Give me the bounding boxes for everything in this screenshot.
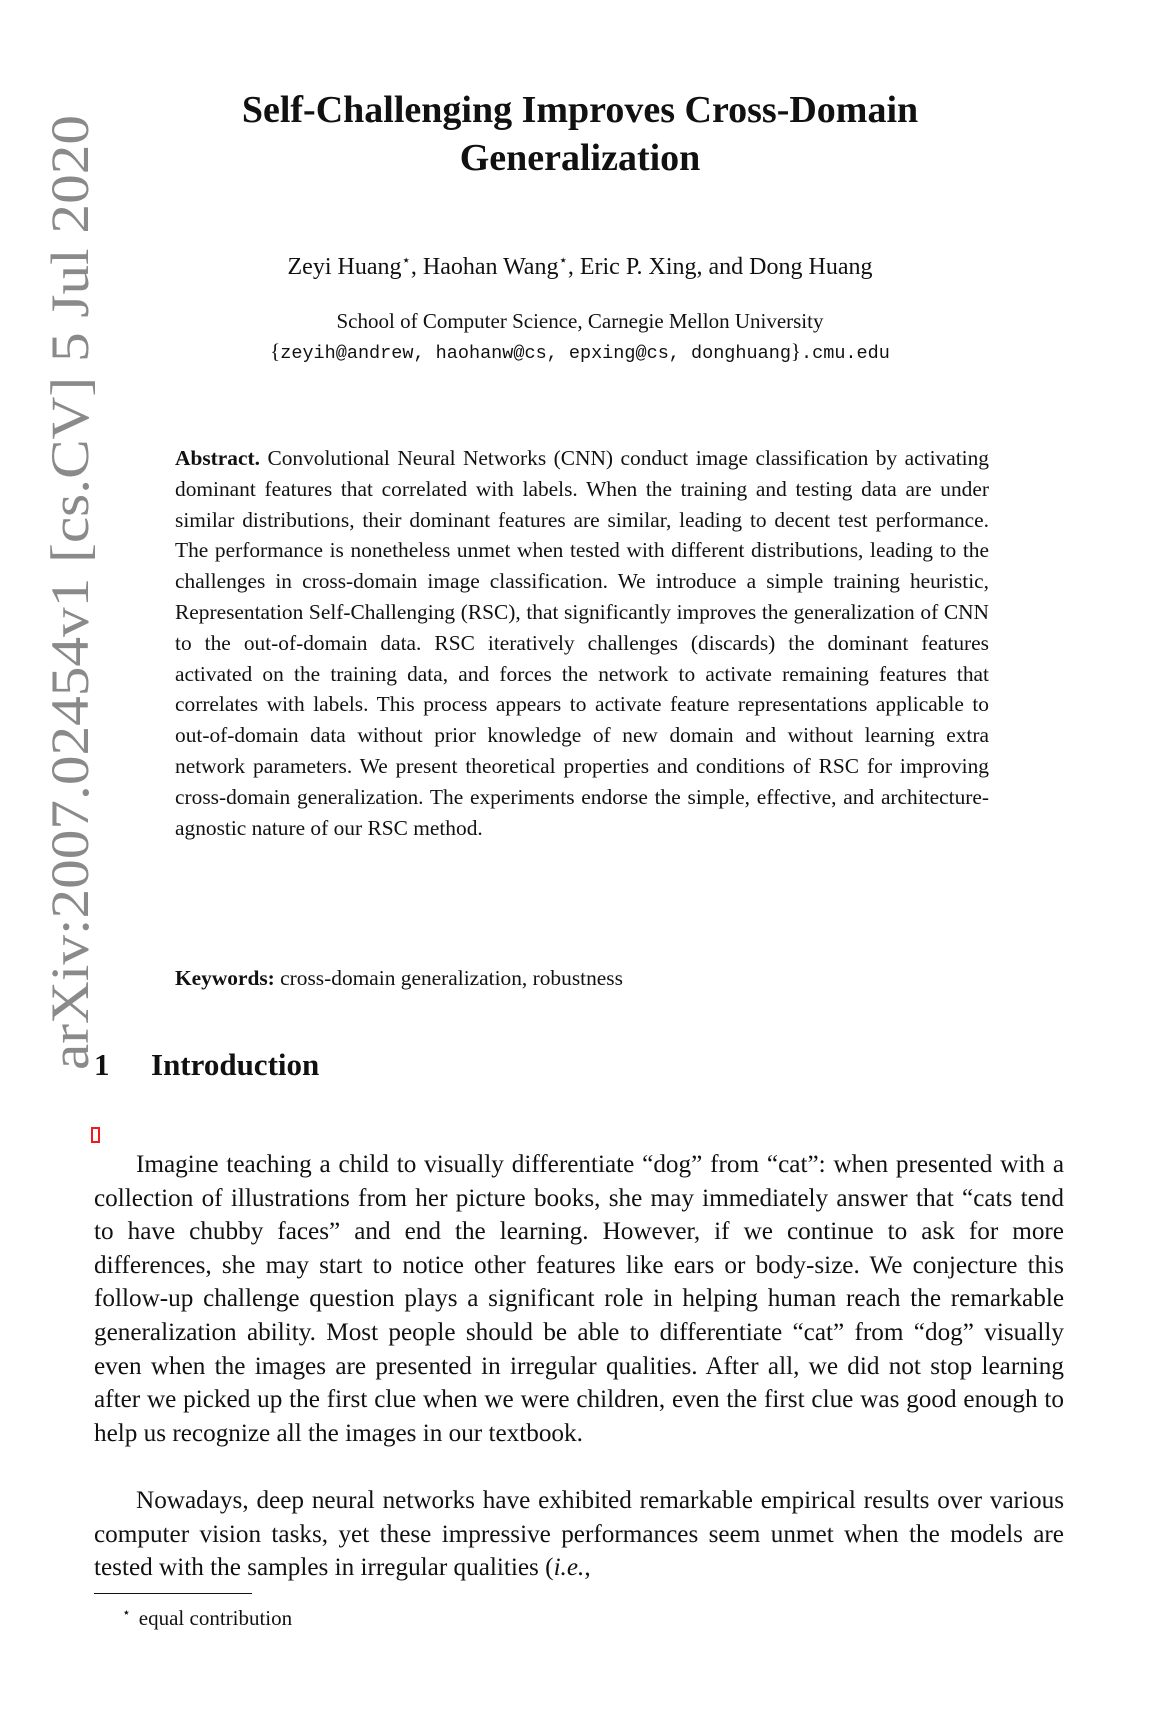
abstract: [175, 443, 989, 843]
abstract-text: Convolutional Neural Networks (CNN) conduct image classification by activating dominant features that correlated with labels. When the training and testing data are under similar distributions, their dominant features are similar, leading to decent test performance. The performance is nonetheless unmet when tested with different distributions, leading to the challenges in cross-domain image classification. We introduce a simple training heuristic, Representation Self-Challenging (RSC), that significantly improves the generalization of CNN to the out-of-domain data. RSC iteratively challenges (discards) the dominant features activated on the training data, and forces the network to activate remaining features that correlates with labels. This process appears to activate feature representations applicable to out-of-domain data without prior knowledge of new domain and without learning extra network parameters. We present theoretical properties and conditions of RSC for improving cross-domain generalization. The experiments endorse the simple, effective, and architecture-agnostic nature of our RSC method.: [175, 446, 989, 840]
email-domain: .cmu.edu: [801, 343, 890, 364]
keywords-label: Keywords:: [175, 966, 275, 990]
intro-paragraph-2-text: Nowadays, deep neural networks have exhibited remarkable empirical results over various computer vision tasks, yet these impressive performances seem unmet when the models are tested with the samples in irregular qualities (: [94, 1487, 1064, 1582]
title-line-1: Self-Challenging Improves Cross-Domain: [241, 89, 919, 131]
intro-paragraph-1: Imagine teaching a child to visually differentiate “dog” from “cat”: when presented with a collection of illustrations from her picture books, she may immediately answer that “cats tend to have chubby faces” and end the learning. However, if we continue to ask for more differences, she may start to notice other features like ears or body-size. We conjecture this follow-up challenge question plays a significant role in helping human reach the remarkable generalization ability. Most people should be able to differentiate “cat” from “dog” visually even when the images are presented in irregular qualities. After all, we did not stop learning after we picked up the first clue when we were children, even the first clue was good enough to help us recognize all the images in our textbook.: [94, 1151, 1064, 1447]
equal-contribution-mark: ⋆: [401, 253, 411, 269]
title-line-2: Generalization: [459, 137, 701, 179]
email-brace-open: {: [270, 339, 281, 363]
keywords-text: cross-domain generalization, robustness: [280, 966, 623, 990]
section-title: Introduction: [151, 1047, 320, 1082]
email-list: zeyih@andrew, haohanw@cs, epxing@cs, donghuang: [280, 343, 791, 364]
footnote-mark: ⋆: [122, 1606, 131, 1621]
red-marker-box: [91, 1127, 100, 1143]
author-4: Dong Huang: [749, 254, 873, 280]
arxiv-side-stamp: [20, 110, 120, 1070]
author-list: [150, 246, 1010, 282]
intro-paragraph-2-tail: ,: [584, 1554, 591, 1582]
author-2: Haohan Wang: [422, 254, 559, 280]
section-heading-introduction: [94, 1046, 319, 1084]
footnote: [122, 1600, 292, 1632]
paper-title: [150, 86, 1010, 182]
affiliation: School of Computer Science, Carnegie Mellon University: [336, 309, 824, 333]
author-separator: ,: [567, 254, 580, 280]
section-number: 1: [94, 1047, 110, 1082]
author-separator: ,: [410, 254, 423, 280]
author-1: Zeyi Huang: [287, 254, 402, 280]
footnote-text: equal contribution: [138, 1606, 293, 1630]
intro-paragraph-2: [94, 1484, 1064, 1585]
intro-paragraph-2-italic: i.e.: [553, 1554, 585, 1582]
email-brace-close: }: [790, 339, 802, 363]
author-conjunction: , and: [696, 254, 750, 280]
footnote-rule: [94, 1593, 252, 1594]
abstract-label: Abstract.: [175, 446, 260, 470]
equal-contribution-mark: ⋆: [558, 253, 568, 269]
keywords: [175, 963, 989, 993]
author-3: Eric P. Xing: [579, 254, 697, 280]
arxiv-identifier: arXiv:2007.02454v1 [cs.CV] 5 Jul 2020: [40, 200, 100, 1070]
arxiv-stamp-svg: [20, 110, 120, 1070]
author-emails: [150, 336, 1010, 369]
